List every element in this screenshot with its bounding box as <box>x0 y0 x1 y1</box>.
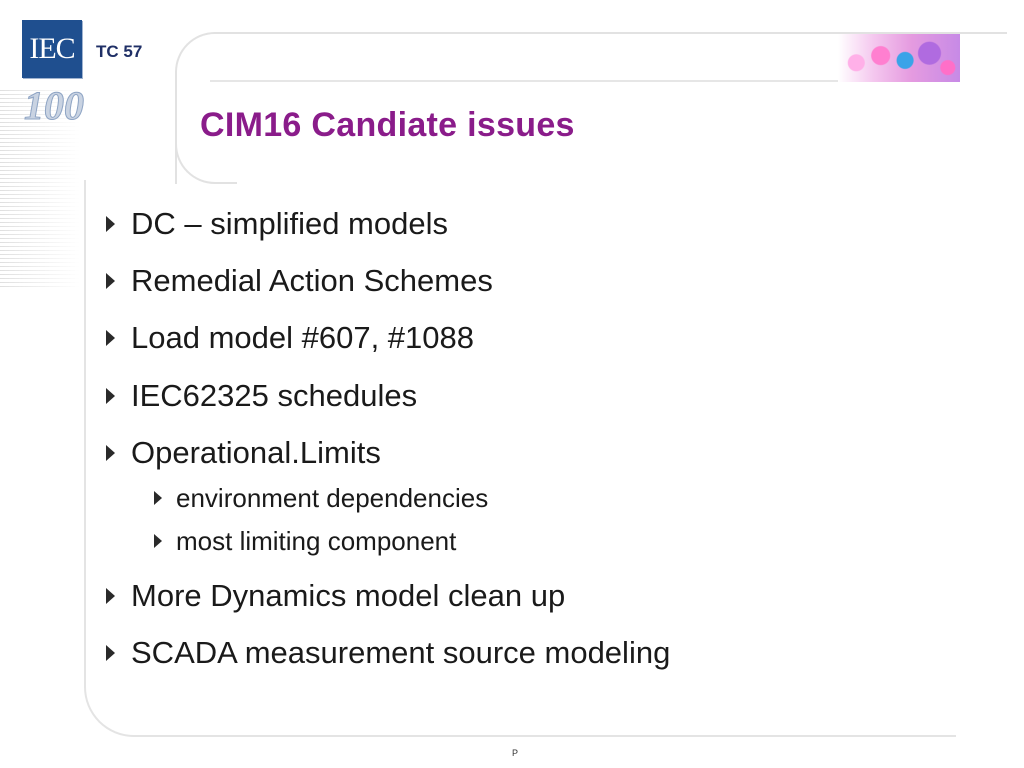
bullet-arrow-icon <box>154 491 162 505</box>
bullet-item <box>106 635 670 671</box>
header-decorative-image <box>838 34 960 82</box>
bullet-text: Remedial Action Schemes <box>131 263 493 298</box>
iec-logo <box>22 20 82 78</box>
bullet-text: Operational.Limits <box>131 435 381 470</box>
slide-title: CIM16 Candiate issues <box>200 106 575 144</box>
bullet-arrow-icon <box>106 645 115 661</box>
bullet-text: DC – simplified models <box>131 206 448 241</box>
bullet-item <box>106 435 381 471</box>
bullet-text: most limiting component <box>176 526 457 556</box>
bullet-item <box>106 320 474 356</box>
bullet-text: IEC62325 schedules <box>131 378 418 413</box>
bullet-arrow-icon <box>106 216 115 232</box>
bullet-item <box>106 263 493 299</box>
bullet-arrow-icon <box>106 588 115 604</box>
bullet-text: More Dynamics model clean up <box>131 578 566 613</box>
committee-number: 57 <box>123 42 143 61</box>
bullet-arrow-icon <box>106 388 115 404</box>
bullet-arrow-icon <box>106 445 115 461</box>
committee-label <box>96 42 142 62</box>
bullet-text: environment dependencies <box>176 483 489 513</box>
bullet-text: Load model #607, #1088 <box>131 320 475 355</box>
sub-bullet-item <box>154 483 488 514</box>
page-marker: P <box>512 748 519 758</box>
iec-100-logo: 100 <box>24 83 84 128</box>
bullet-text: SCADA measurement source modeling <box>131 635 671 670</box>
bullet-arrow-icon <box>154 534 162 548</box>
bullet-item <box>106 578 565 614</box>
logo-text: IEC <box>29 32 75 65</box>
sub-bullet-item <box>154 526 456 557</box>
bullet-arrow-icon <box>106 273 115 289</box>
bullet-item <box>106 378 417 414</box>
bullet-arrow-icon <box>106 330 115 346</box>
committee-prefix: TC <box>96 42 119 61</box>
bullet-item <box>106 206 448 242</box>
